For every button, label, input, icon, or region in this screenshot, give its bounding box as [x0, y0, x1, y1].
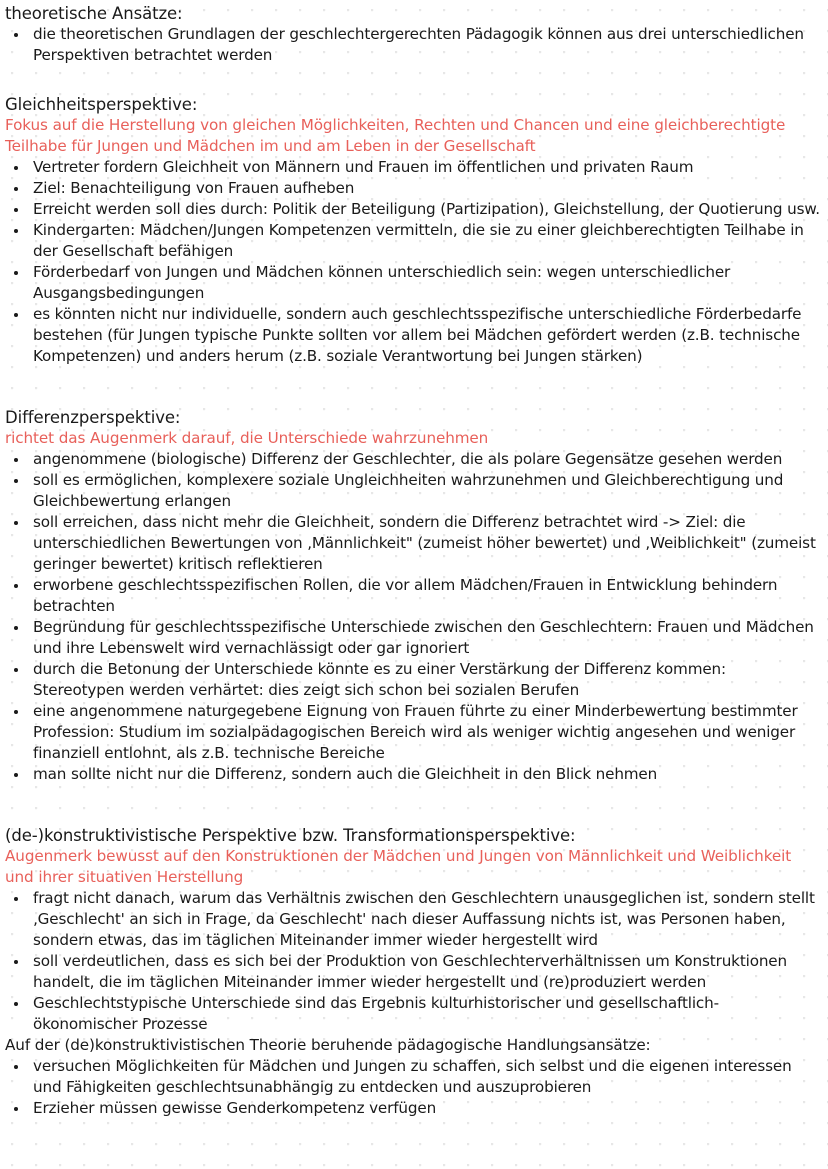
list-item: man sollte nicht nur die Differenz, sondern auch die Gleichheit in den Blick nehmen — [5, 764, 822, 785]
list-item: Erzieher müssen gewisse Genderkompetenz verfügen — [5, 1098, 822, 1119]
section-gleichheitsperspektive — [5, 94, 822, 367]
section-heading: theoretische Ansätze: — [5, 4, 183, 23]
list-item: es könnten nicht nur individuelle, sondern auch geschlechtsspezifische unterschiedliche Förderbedarfe bestehen (für Jungen typische Punkte sollten vor allem bei Mädchen gefördert werden (z.B. technische Kompetenzen) und anders herum (z.B. soziale Verantwortung bei Jungen stärken) — [5, 304, 822, 367]
section-dekonstruktivistische-perspektive — [5, 825, 822, 1119]
list-item: die theoretischen Grundlagen der geschlechtergerechten Pädagogik können aus drei unterschiedlichen Perspektiven betrachtet werden — [5, 24, 822, 66]
list-item: Geschlechtstypische Unterschiede sind das Ergebnis kulturhistorischer und gesellschaftlich-ökonomischer Prozesse — [5, 993, 822, 1035]
section-spacer — [5, 785, 822, 825]
bullet-list — [5, 449, 822, 785]
list-item: soll erreichen, dass nicht mehr die Gleichheit, sondern die Differenz betrachtet wird -> Ziel: die unterschiedlichen Bewertungen von ‚Männlichkeit" (zumeist höher bewertet) und ‚Weiblichkeit" (zumeist geringer bewertet) kritisch reflektieren — [5, 512, 822, 575]
section-heading: Differenzperspektive: — [5, 408, 181, 427]
list-item: fragt nicht danach, warum das Verhältnis zwischen den Geschlechtern unausgeglichen ist, sondern stellt ‚Geschlecht' an sich in Frage, da Geschlecht' nach dieser Auffassung nichts ist, was Personen haben, sondern etwas, das im täglichen Miteinander immer wieder hergestellt wird — [5, 888, 822, 951]
section-differenzperspektive — [5, 407, 822, 785]
list-item: Ziel: Benachteiligung von Frauen aufheben — [5, 178, 822, 199]
list-item: angenommene (biologische) Differenz der Geschlechter, die als polare Gegensätze gesehen werden — [5, 449, 822, 470]
list-item: Kindergarten: Mädchen/Jungen Kompetenzen vermitteln, die sie zu einer gleichberechtigten Teilhabe in der Gesellschaft befähigen — [5, 220, 822, 262]
list-item: durch die Betonung der Unterschiede könnte es zu einer Verstärkung der Differenz kommen: Stereotypen werden verhärtet: dies zeigt sich schon bei sozialen Berufen — [5, 659, 822, 701]
section-theoretische-ansaetze — [5, 3, 822, 66]
section-heading: Gleichheitsperspektive: — [5, 95, 198, 114]
bullet-list-handlungsansaetze — [5, 1056, 822, 1119]
list-item: Begründung für geschlechtsspezifische Unterschiede zwischen den Geschlechtern: Frauen und Mädchen und ihre Lebenswelt wird vernachlässigt oder gar ignoriert — [5, 617, 822, 659]
list-item: Vertreter fordern Gleichheit von Männern und Frauen im öffentlichen und privaten Raum — [5, 157, 822, 178]
section-spacer — [5, 66, 822, 94]
list-item: Erreicht werden soll dies durch: Politik der Beteiligung (Partizipation), Gleichstellung, der Quotierung usw. — [5, 199, 822, 220]
section-heading: (de-)konstruktivistische Perspektive bzw. Transformationsperspektive: — [5, 826, 576, 845]
section-red-intro: Fokus auf die Herstellung von gleichen Möglichkeiten, Rechten und Chancen und eine gleichberechtigte Teilhabe für Jungen und Mädchen im und am Leben in der Gesellschaft — [5, 116, 786, 155]
list-item: soll verdeutlichen, dass es sich bei der Produktion von Geschlechterverhältnissen um Konstruktionen handelt, die im täglichen Miteinander immer wieder hergestellt und (re)produziert werden — [5, 951, 822, 993]
list-item: Förderbedarf von Jungen und Mädchen können unterschiedlich sein: wegen unterschiedlicher Ausgangsbedingungen — [5, 262, 822, 304]
bullet-list — [5, 24, 822, 66]
document-body — [5, 3, 822, 1119]
list-item: soll es ermöglichen, komplexere soziale Ungleichheiten wahrzunehmen und Gleichberechtigung und Gleichbewertung erlangen — [5, 470, 822, 512]
section-red-intro: Augenmerk bewusst auf den Konstruktionen der Mädchen und Jungen von Männlichkeit und Weiblichkeit und ihrer situativen Herstellung — [5, 847, 792, 886]
list-item: erworbene geschlechtsspezifischen Rollen, die vor allem Mädchen/Frauen in Entwicklung behindern betrachten — [5, 575, 822, 617]
section-red-intro: richtet das Augenmerk darauf, die Unterschiede wahrzunehmen — [5, 429, 489, 447]
section-spacer — [5, 367, 822, 407]
section-sub-heading: Auf der (de)konstruktivistischen Theorie beruhende pädagogische Handlungsansätze: — [5, 1036, 651, 1054]
bullet-list — [5, 888, 822, 1035]
list-item: versuchen Möglichkeiten für Mädchen und Jungen zu schaffen, sich selbst und die eigenen interessen und Fähigkeiten geschlechtsunabhängig zu entdecken und auszuprobieren — [5, 1056, 822, 1098]
list-item: eine angenommene naturgegebene Eignung von Frauen führte zu einer Minderbewertung bestimmter Profession: Studium im sozialpädagogischen Bereich wird als weniger wichtig angesehen und weniger finanziell entlohnt, als z.B. technische Bereiche — [5, 701, 822, 764]
bullet-list — [5, 157, 822, 367]
